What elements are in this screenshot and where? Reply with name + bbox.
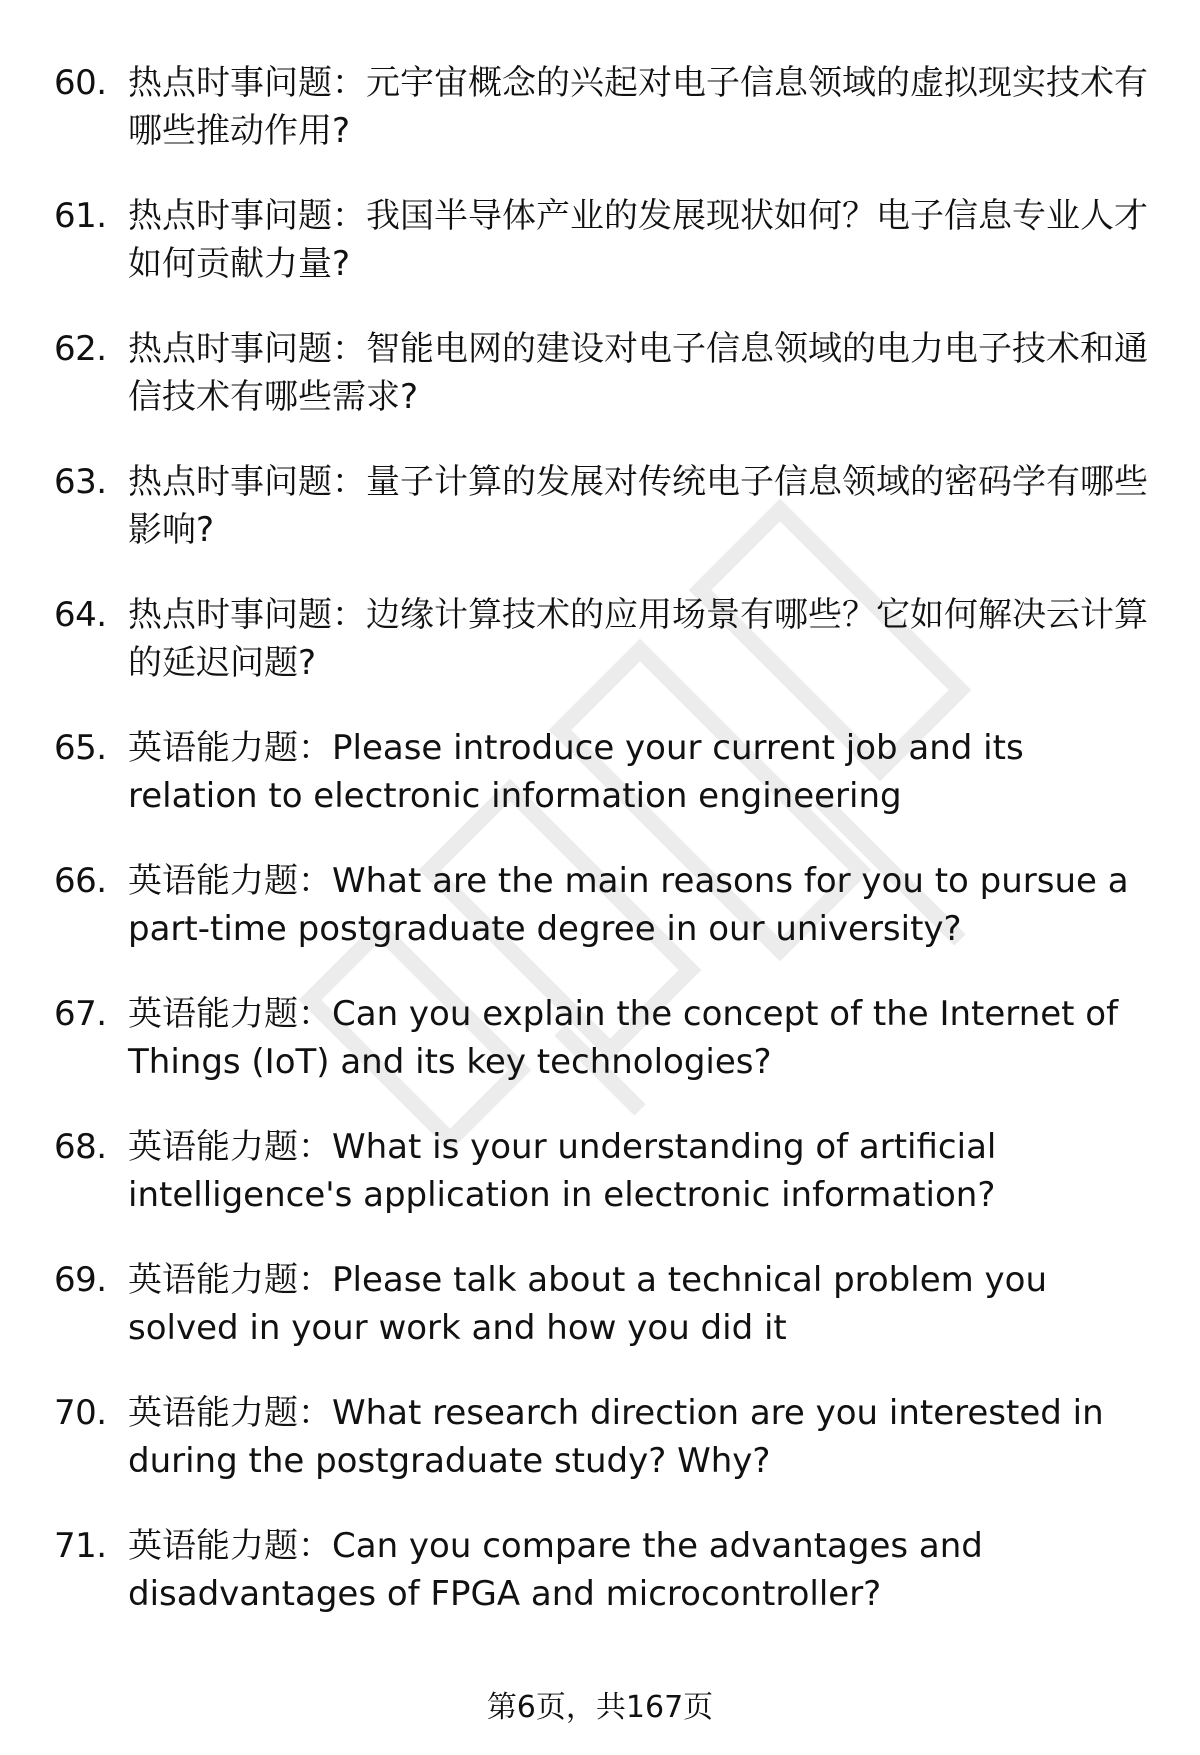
question-number: 65.: [54, 728, 107, 768]
page-number-footer: 第6页，共167页: [486, 1690, 714, 1725]
question-text: 热点时事问题：边缘计算技术的应用场景有哪些？它如何解决云计算的延迟问题?: [128, 595, 1148, 683]
question-number: 64.: [54, 595, 107, 635]
question-number: 60.: [54, 63, 107, 103]
question-number: 66.: [54, 861, 107, 901]
question-text: 英语能力题：What is your understanding of artificial intelligence's application in electronic information?: [128, 1127, 997, 1215]
question-number: 61.: [54, 196, 107, 236]
question-text: 英语能力题：Can you explain the concept of the Internet of Things (IoT) and its key technologies?: [128, 994, 1119, 1082]
question-text: 热点时事问题：我国半导体产业的发展现状如何？电子信息专业人才如何贡献力量?: [128, 196, 1148, 284]
question-text: 英语能力题：Please introduce your current job and its relation to electronic information engineering: [128, 728, 1024, 816]
question-number: 70.: [54, 1393, 107, 1433]
question-text: 英语能力题：Please talk about a technical problem you solved in your work and how you did it: [128, 1260, 1048, 1348]
question-number: 69.: [54, 1260, 107, 1300]
question-text: 热点时事问题：量子计算的发展对传统电子信息领域的密码学有哪些影响?: [128, 462, 1148, 550]
question-number: 67.: [54, 994, 107, 1034]
question-text: 英语能力题：What research direction are you interested in during the postgraduate study? Why?: [128, 1393, 1104, 1481]
question-number: 71.: [54, 1526, 107, 1566]
question-text: 英语能力题：Can you compare the advantages and disadvantages of FPGA and microcontroller?: [128, 1526, 983, 1614]
question-text: 热点时事问题：元宇宙概念的兴起对电子信息领域的虚拟现实技术有哪些推动作用?: [128, 63, 1148, 151]
question-number: 62.: [54, 329, 107, 369]
question-text: 热点时事问题：智能电网的建设对电子信息领域的电力电子技术和通信技术有哪些需求?: [128, 329, 1148, 417]
question-number: 63.: [54, 462, 107, 502]
question-number: 68.: [54, 1127, 107, 1167]
question-text: 英语能力题：What are the main reasons for you to pursue a part-time postgraduate degree in our university?: [128, 861, 1129, 949]
